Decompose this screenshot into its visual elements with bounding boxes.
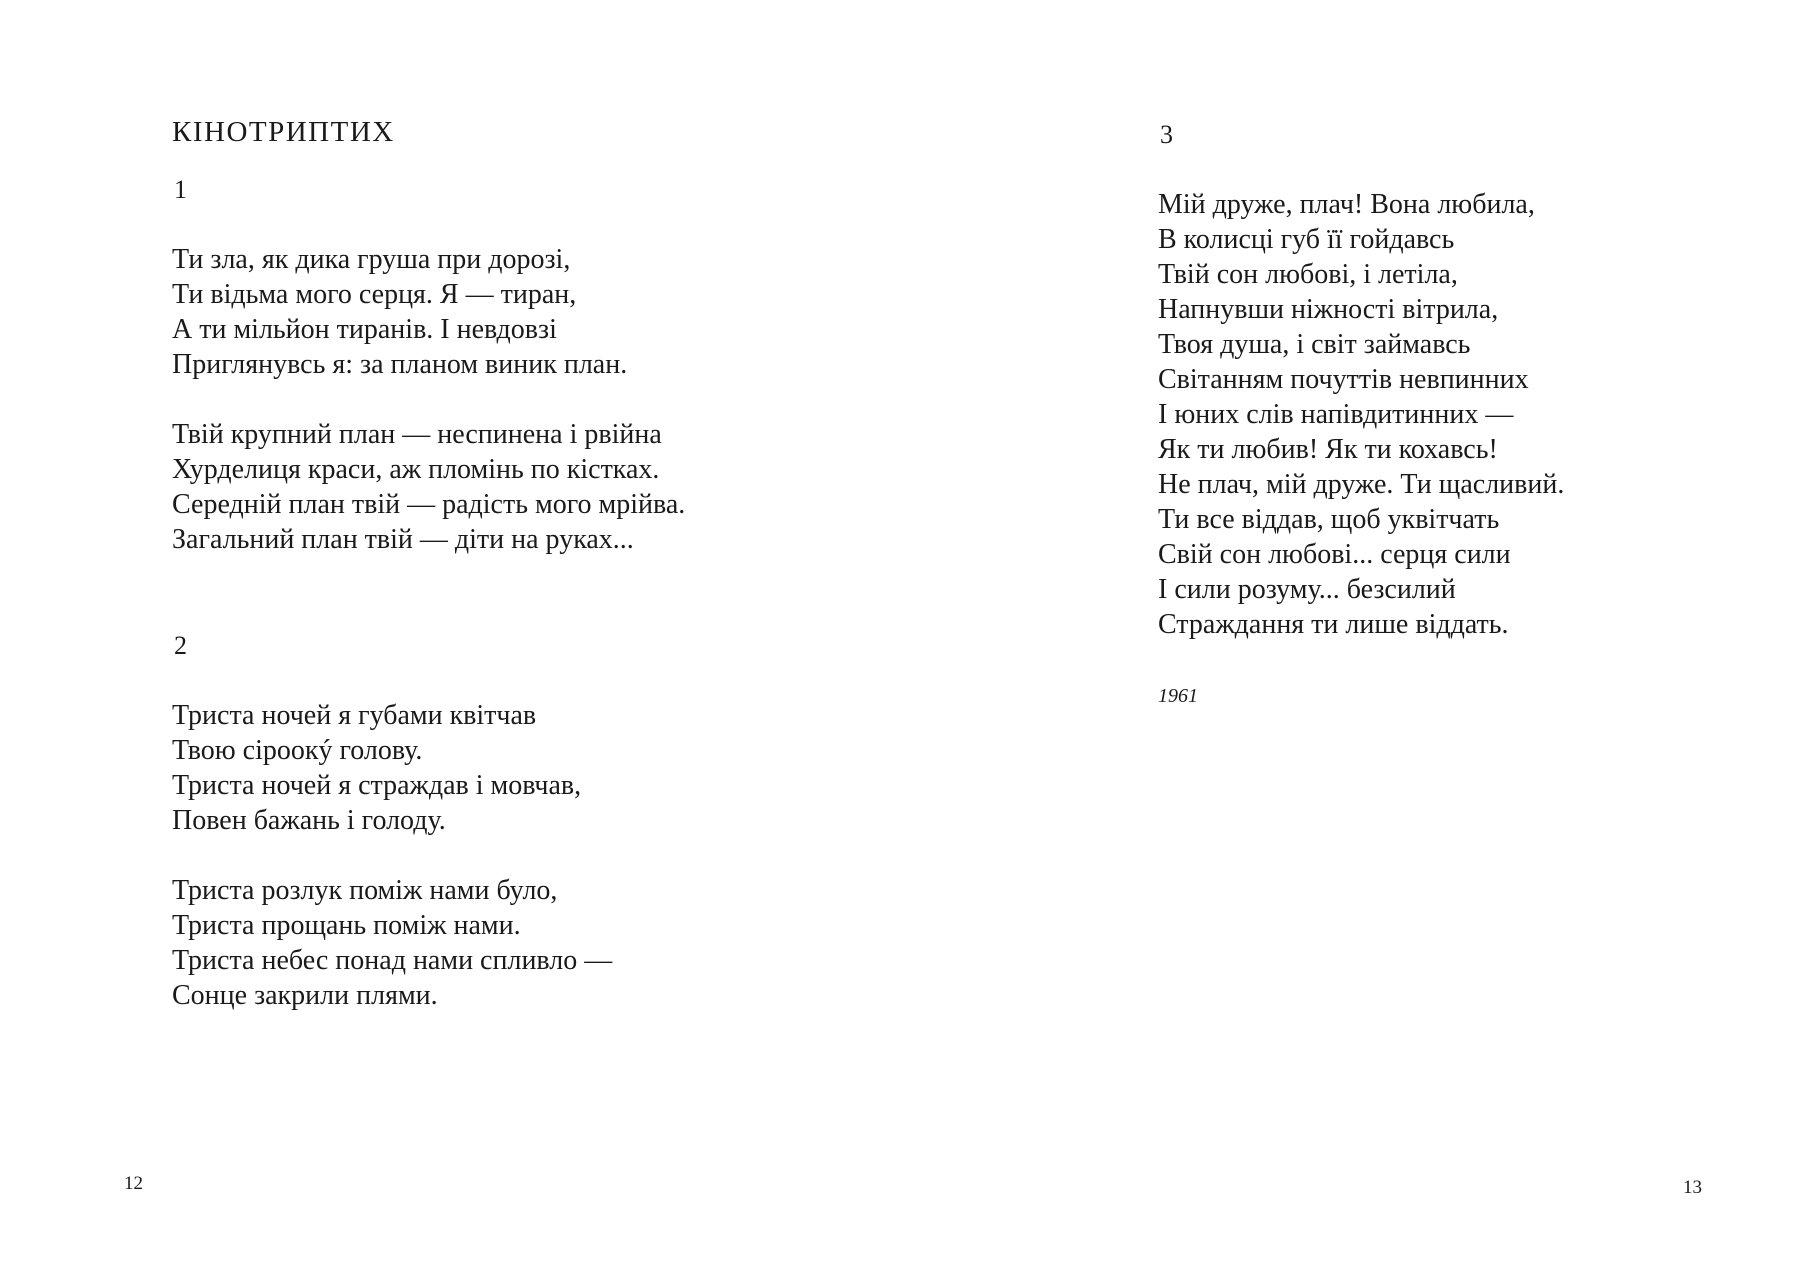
poem-line: Свій сон любові... серця сили: [1158, 539, 1511, 570]
poem-line: Світанням почуттів невпинних: [1158, 364, 1529, 395]
poem-line: Напнувши ніжності вітрила,: [1158, 294, 1499, 325]
poem-line: Твою сіроокý голову.: [172, 735, 423, 766]
poem-title: КІНОТРИПТИХ: [172, 116, 395, 148]
left-page: [0, 0, 905, 1261]
section-number: 2: [174, 631, 187, 660]
poem-line: Сонце закрили плями.: [172, 980, 438, 1011]
poem-line: Твій сон любові, і летіла,: [1158, 259, 1458, 290]
poem-line: Приглянувсь я: за планом виник план.: [172, 349, 628, 380]
poem-line: Триста ночей я страждав і мовчав,: [172, 770, 582, 801]
page-number: 13: [1683, 1177, 1702, 1198]
poem-line: Як ти любив! Як ти кохавсь!: [1158, 434, 1498, 465]
poem-line: Загальний план твій — діти на руках...: [172, 524, 634, 555]
poem-line: Повен бажань і голоду.: [172, 805, 446, 836]
poem-line: Твоя душа, і світ займавсь: [1158, 329, 1471, 360]
stanza: [172, 242, 685, 382]
stanza: [172, 698, 612, 838]
poem-line: А ти мільйон тиранів. І невдовзі: [172, 314, 557, 345]
poem-line: Середній план твій — радість мого мрійва.: [172, 489, 686, 520]
poem-line: Хурделиця краси, аж пломінь по кістках.: [172, 454, 660, 485]
poem-line: Триста небес понад нами спливло —: [172, 945, 613, 976]
section-2: [172, 628, 612, 1048]
section-number: 1: [174, 175, 187, 204]
poem-line: Триста розлук поміж нами було,: [172, 875, 558, 906]
poem-line: Твій крупний план — неспинена і рвійна: [172, 419, 662, 450]
right-page: [905, 0, 1811, 1261]
poem-line: Триста прощань поміж нами.: [172, 910, 521, 941]
section-number: 3: [1160, 120, 1173, 149]
poem-line: Страждання ти лише віддать.: [1158, 609, 1509, 640]
stanza: [172, 417, 685, 557]
poem-line: Не плач, мій друже. Ти щасливий.: [1158, 469, 1565, 500]
stanza: [1158, 187, 1564, 642]
section-3: [1158, 117, 1564, 677]
poem-line: І сили розуму... безсилий: [1158, 574, 1456, 605]
section-1: [172, 172, 685, 592]
poem-line: В колисці губ її гойдавсь: [1158, 224, 1455, 255]
poem-line: Ти все віддав, щоб уквітчать: [1158, 504, 1500, 535]
poem-line: Мій друже, плач! Вона любила,: [1158, 189, 1535, 220]
poem-date: 1961: [1158, 685, 1198, 707]
poem-line: Триста ночей я губами квітчав: [172, 700, 537, 731]
poem-line: Ти зла, як дика груша при дорозі,: [172, 244, 571, 275]
poem-line: І юних слів напівдитинних —: [1158, 399, 1514, 430]
page-number: 12: [124, 1173, 143, 1194]
stanza: [172, 873, 612, 1013]
poem-line: Ти відьма мого серця. Я — тиран,: [172, 279, 577, 310]
